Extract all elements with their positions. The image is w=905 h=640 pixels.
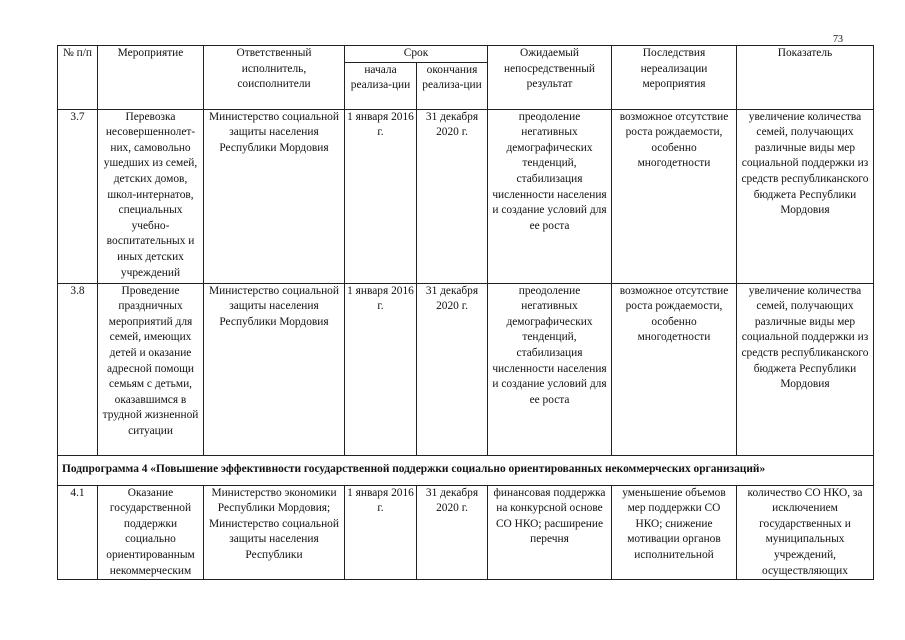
row-num: 4.1 xyxy=(58,485,98,580)
row-start: 1 января 2016 г. xyxy=(345,109,417,283)
row-start: 1 января 2016 г. xyxy=(345,485,417,580)
row-responsible: Министерство социальной защиты населения Республики Мордовия xyxy=(204,283,345,455)
row-indicator: увеличение количества семей, получающих различные виды мер социальной поддержки из средств республиканского бюджета Республики Мордовия xyxy=(737,283,874,455)
row-indicator: количество СО НКО, за исключением государственных и муниципальных учреждений, осуществляющих xyxy=(737,485,874,580)
table-row xyxy=(58,109,874,283)
row-end: 31 декабря 2020 г. xyxy=(417,109,488,283)
row-expected: финансовая поддержка на конкурсной основе СО НКО; расширение перечня xyxy=(488,485,612,580)
header-expected: Ожидаемый непосредственный результат xyxy=(488,46,612,110)
header-num: № п/п xyxy=(58,46,98,110)
row-event: Оказание государственной поддержки социально ориентированным некоммерческим xyxy=(98,485,204,580)
table-row xyxy=(58,485,874,580)
row-num: 3.8 xyxy=(58,283,98,455)
row-consequences: возможное отсутствие роста рождаемости, особенно многодетности xyxy=(612,109,737,283)
row-indicator: увеличение количества семей, получающих различные виды мер социальной поддержки из средств республиканского бюджета Республики Мордовия xyxy=(737,109,874,283)
header-term-end: окончания реализа-ции xyxy=(417,62,488,109)
row-consequences: уменьшение объемов мер поддержки СО НКО; снижение мотивации органов исполнительной xyxy=(612,485,737,580)
activities-table xyxy=(57,45,874,580)
subprogram-title: Подпрограмма 4 «Повышение эффективности государственной поддержки социально ориентированных некоммерческих организаций» xyxy=(58,455,874,485)
row-num: 3.7 xyxy=(58,109,98,283)
header-indicator: Показатель xyxy=(737,46,874,110)
row-consequences: возможное отсутствие роста рождаемости, особенно многодетности xyxy=(612,283,737,455)
header-term-start: начала реализа-ции xyxy=(345,62,417,109)
header-consequences: Последствия нереализации мероприятия xyxy=(612,46,737,110)
row-expected: преодоление негативных демографических тенденций, стабилизация численности населения и создание условий для ее роста xyxy=(488,283,612,455)
row-end: 31 декабря 2020 г. xyxy=(417,283,488,455)
row-responsible: Министерство экономики Республики Мордовия; Министерство социальной защиты населения Республики xyxy=(204,485,345,580)
row-start: 1 января 2016 г. xyxy=(345,283,417,455)
subprogram-row xyxy=(58,455,874,485)
row-event: Проведение праздничных мероприятий для семей, имеющих детей и оказание адресной помощи семьям с детьми, оказавшимся в трудной жизненной ситуации xyxy=(98,283,204,455)
row-event: Перевозка несовершеннолет-них, самовольно ушедших из семей, детских домов, школ-интернатов, специальных учебно-воспитательных и иных детских учреждений xyxy=(98,109,204,283)
row-responsible: Министерство социальной защиты населения Республики Мордовия xyxy=(204,109,345,283)
row-end: 31 декабря 2020 г. xyxy=(417,485,488,580)
row-expected: преодоление негативных демографических тенденций, стабилизация численности населения и создание условий для ее роста xyxy=(488,109,612,283)
page-number: 73 xyxy=(833,34,843,45)
header-term: Срок xyxy=(345,46,488,63)
header-row xyxy=(58,46,874,63)
table-row xyxy=(58,283,874,455)
header-event: Мероприятие xyxy=(98,46,204,110)
header-responsible: Ответственный исполнитель, соисполнители xyxy=(204,46,345,110)
